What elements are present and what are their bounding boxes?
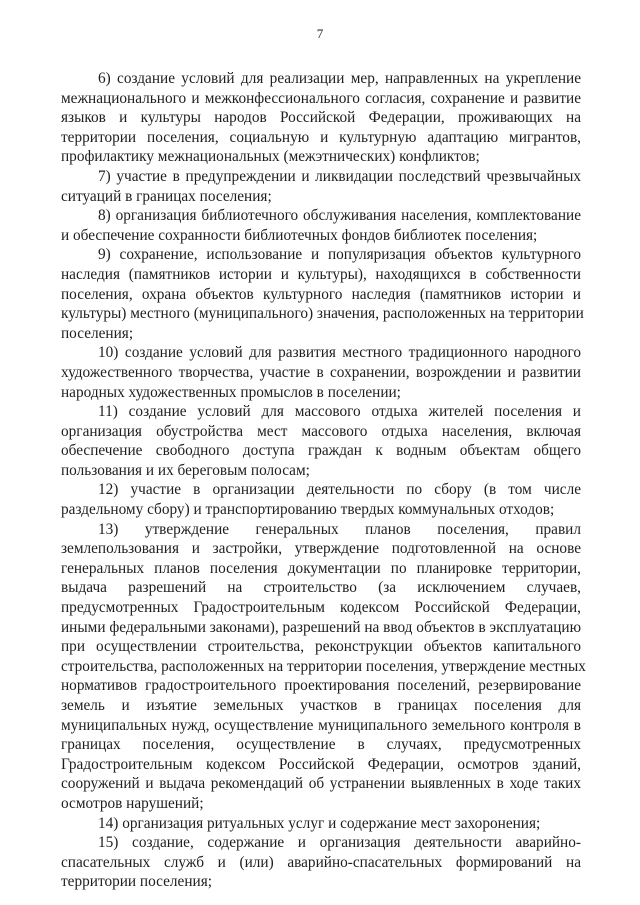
text-line: 6) создание условий для реализации мер, направленных на укрепление — [98, 70, 581, 87]
text-line: нормативов градостроительного проектирования поселений, резервирование — [61, 677, 581, 695]
list-item — [61, 69, 581, 167]
text-line: художественного творчества, участие в сохранении, возрождении и развитии — [61, 363, 581, 381]
list-item — [61, 833, 581, 892]
text-line: ситуаций в границах поселения; — [61, 187, 272, 205]
document-body — [61, 69, 586, 892]
text-line: спасательных служб и (или) аварийно-спасательных формирований на — [61, 853, 581, 871]
text-line: границах поселения, осуществление в случаях, предусмотренных — [61, 736, 581, 754]
text-line: предусмотренных Градостроительным кодексом Российской Федерации, — [61, 599, 581, 617]
text-line: 13) утверждение генеральных планов поселения, правил — [98, 520, 581, 538]
text-line: поселения; — [61, 324, 134, 342]
text-line: организация обустройства мест массового отдыха населения, включая — [61, 422, 581, 440]
text-line: сооружений и выдача рекомендаций об устранении выявленных в ходе таких — [61, 775, 581, 793]
text-line: территории поселения; — [61, 873, 212, 891]
text-line: раздельному сбору) и транспортированию твердых коммунальных отходов; — [61, 501, 555, 519]
text-line: народных художественных промыслов в поселении; — [61, 383, 401, 401]
text-line: и обеспечение сохранности библиотечных фондов библиотек поселения; — [61, 226, 538, 244]
text-line: осмотров нарушений; — [61, 794, 204, 812]
text-line: 12) участие в организации деятельности по сбору (в том числе — [98, 481, 581, 499]
text-line: иными федеральными законами), разрешений на ввод объектов в эксплуатацию — [61, 618, 582, 636]
list-item — [61, 343, 581, 402]
text-line: наследия (памятников истории и культуры), находящихся в собственности — [61, 265, 581, 283]
text-line: землепользования и застройки, утверждение подготовленной на основе — [61, 540, 581, 558]
text-line: культуры) местного (муниципального) значения, расположенных на территории — [61, 305, 584, 323]
text-line: языков и культуры народов Российской Федерации, проживающих на — [61, 109, 581, 127]
list-item — [61, 814, 581, 834]
page-number: 7 — [316, 26, 324, 41]
text-line: 7) участие в предупреждении и ликвидации последствий чрезвычайных — [98, 167, 581, 185]
text-line: 8) организация библиотечного обслуживания населения, комплектование — [98, 207, 581, 225]
list-item — [61, 245, 584, 343]
text-line: обеспечение свободного доступа граждан к водным объектам общего — [61, 442, 581, 460]
text-line: профилактику межнациональных (межэтнических) конфликтов; — [61, 148, 480, 166]
text-line: земель и изъятие земельных участков в границах поселения для — [61, 697, 581, 714]
text-line: 10) создание условий для развития местного традиционного народного — [98, 344, 581, 362]
text-line: поселения, охрана объектов культурного наследия (памятников истории и — [61, 285, 581, 303]
text-line: территории поселения, социальную и культурную адаптацию мигрантов, — [61, 128, 581, 146]
text-line: при осуществлении строительства, реконструкции объектов капитального — [61, 638, 581, 656]
text-line: 9) сохранение, использование и популяризация объектов культурного — [98, 246, 581, 264]
text-line: выдача разрешений на строительство (за исключением случаев, — [61, 579, 581, 597]
text-line: муниципальных нужд, осуществление муниципального земельного контроля в — [61, 716, 581, 734]
text-line: Градостроительным кодексом Российской Федерации, осмотров зданий, — [61, 755, 581, 773]
list-item — [61, 480, 581, 519]
text-line: пользования и их береговым полосам; — [61, 461, 310, 479]
list-item — [61, 167, 581, 206]
text-line: межнационального и межконфессионального согласия, сохранение и развитие — [61, 89, 581, 107]
text-line: 14) организация ритуальных услуг и содержание мест захоронения; — [98, 814, 541, 832]
list-item — [61, 402, 581, 480]
text-line: генеральных планов поселения документации по планировке территории, — [61, 559, 581, 577]
text-line: 11) создание условий для массового отдыха жителей поселения и — [98, 403, 581, 421]
list-item — [61, 206, 581, 245]
text-line: строительства, расположенных на территории поселения, утверждение местных — [61, 657, 586, 675]
text-line: 15) создание, содержание и организация деятельности аварийно- — [98, 834, 581, 852]
list-item — [61, 520, 586, 814]
